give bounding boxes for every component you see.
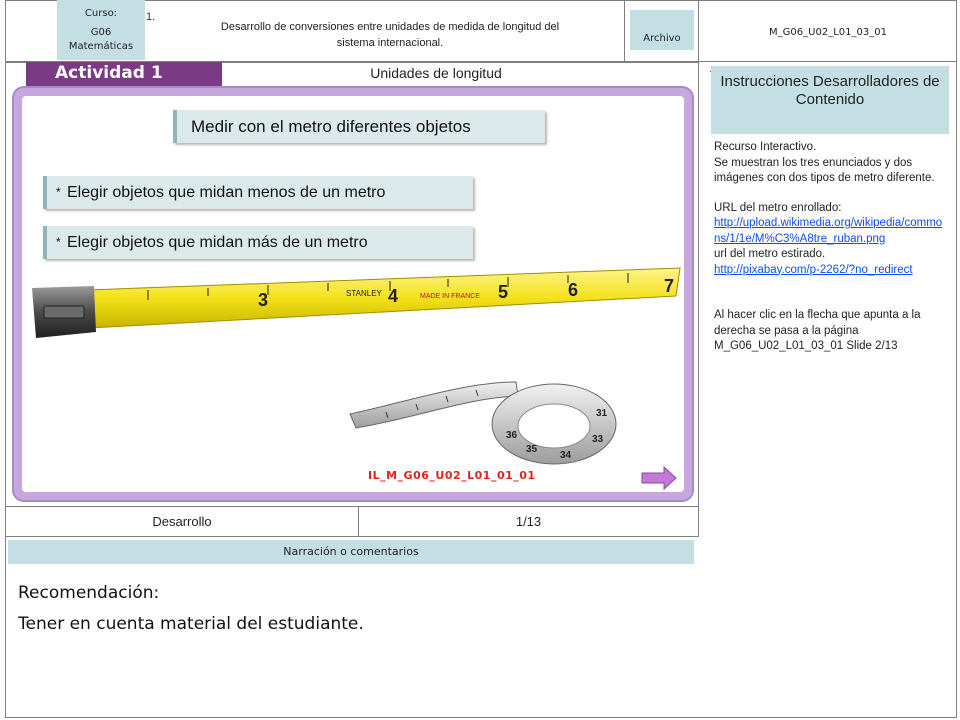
narration-label: Narración o comentarios: [283, 545, 419, 558]
option-less-than-meter[interactable]: [43, 176, 473, 209]
bullet-icon: *: [56, 235, 61, 249]
image-code: IL_M_G06_U02_L01_01_01: [368, 469, 536, 482]
header-divider-1: [624, 0, 625, 62]
activity-label: Actividad 1: [55, 63, 163, 83]
coiled-tape-image: [346, 372, 618, 468]
svg-text:7: 7: [664, 276, 675, 296]
bullet-icon: *: [56, 185, 61, 199]
option-less-label: Elegir objetos que midan menos de un metro: [67, 184, 386, 201]
file-code: M_G06_U02_L01_03_01: [769, 27, 887, 38]
sidebar-url2-label: url del metro estirado.: [714, 248, 826, 260]
svg-text:34: 34: [560, 450, 572, 461]
svg-text:5: 5: [498, 282, 509, 302]
sidebar-title: Instrucciones Desarrolladores de Contenido: [720, 73, 940, 108]
section-label: Desarrollo: [152, 514, 212, 529]
course-label: Curso:: [84, 8, 118, 19]
sidebar-url2-link[interactable]: http://pixabay.com/p-2262/?no_redirect: [714, 263, 913, 276]
sidebar-p1: Recurso Interactivo.: [714, 141, 817, 153]
header-title-2: sistema internacional.: [336, 37, 444, 49]
svg-text:31: 31: [596, 408, 608, 419]
header-title-1: Desarrollo de conversiones entre unidades de medida de longitud del: [220, 21, 560, 33]
main-title: Medir con el metro diferentes objetos: [191, 117, 471, 136]
narration-line-1: Recomendación:: [18, 583, 160, 603]
archive-label: Archivo: [643, 33, 681, 44]
sidebar-p2: Se muestran los tres enunciados y dos imágenes con dos tipos de metro diferente.: [714, 156, 935, 184]
svg-text:3: 3: [258, 290, 269, 310]
svg-text:36: 36: [506, 430, 518, 441]
course-grade: G06: [90, 27, 112, 38]
option-more-than-meter[interactable]: [43, 226, 473, 259]
straight-tape-image: [28, 266, 688, 346]
svg-text:35: 35: [526, 444, 538, 455]
header-divider-2: [698, 0, 699, 62]
course-subject: Matemáticas: [68, 41, 134, 52]
arrow-right-icon[interactable]: [640, 466, 678, 490]
svg-text:4: 4: [388, 286, 399, 306]
svg-text:33: 33: [592, 434, 604, 445]
sidebar-url1-label: URL del metro enrollado:: [714, 201, 842, 214]
activity-subtitle: Unidades de longitud: [370, 65, 502, 81]
page-counter: 1/13: [515, 514, 542, 529]
main-title-banner: [173, 110, 545, 143]
sidebar-body: [714, 140, 944, 355]
header-number: 1.: [146, 11, 156, 23]
sidebar-p3: Al hacer clic en la flecha que apunta a la derecha se pasa a la página M_G06_U02_L01_03_01 Slide 2/13: [714, 309, 921, 352]
svg-text:6: 6: [568, 280, 579, 300]
option-more-label: Elegir objetos que midan más de un metro: [67, 234, 368, 251]
tape-made-in: MADE IN FRANCE: [420, 293, 480, 300]
tape-brand: STANLEY: [346, 289, 382, 298]
sidebar-url1-link[interactable]: http://upload.wikimedia.org/wikipedia/commons/1/1e/M%C3%A8tre_ruban.png: [714, 217, 943, 245]
archive-badge[interactable]: [630, 10, 694, 50]
narration-line-2: Tener en cuenta material del estudiante.: [18, 614, 364, 634]
